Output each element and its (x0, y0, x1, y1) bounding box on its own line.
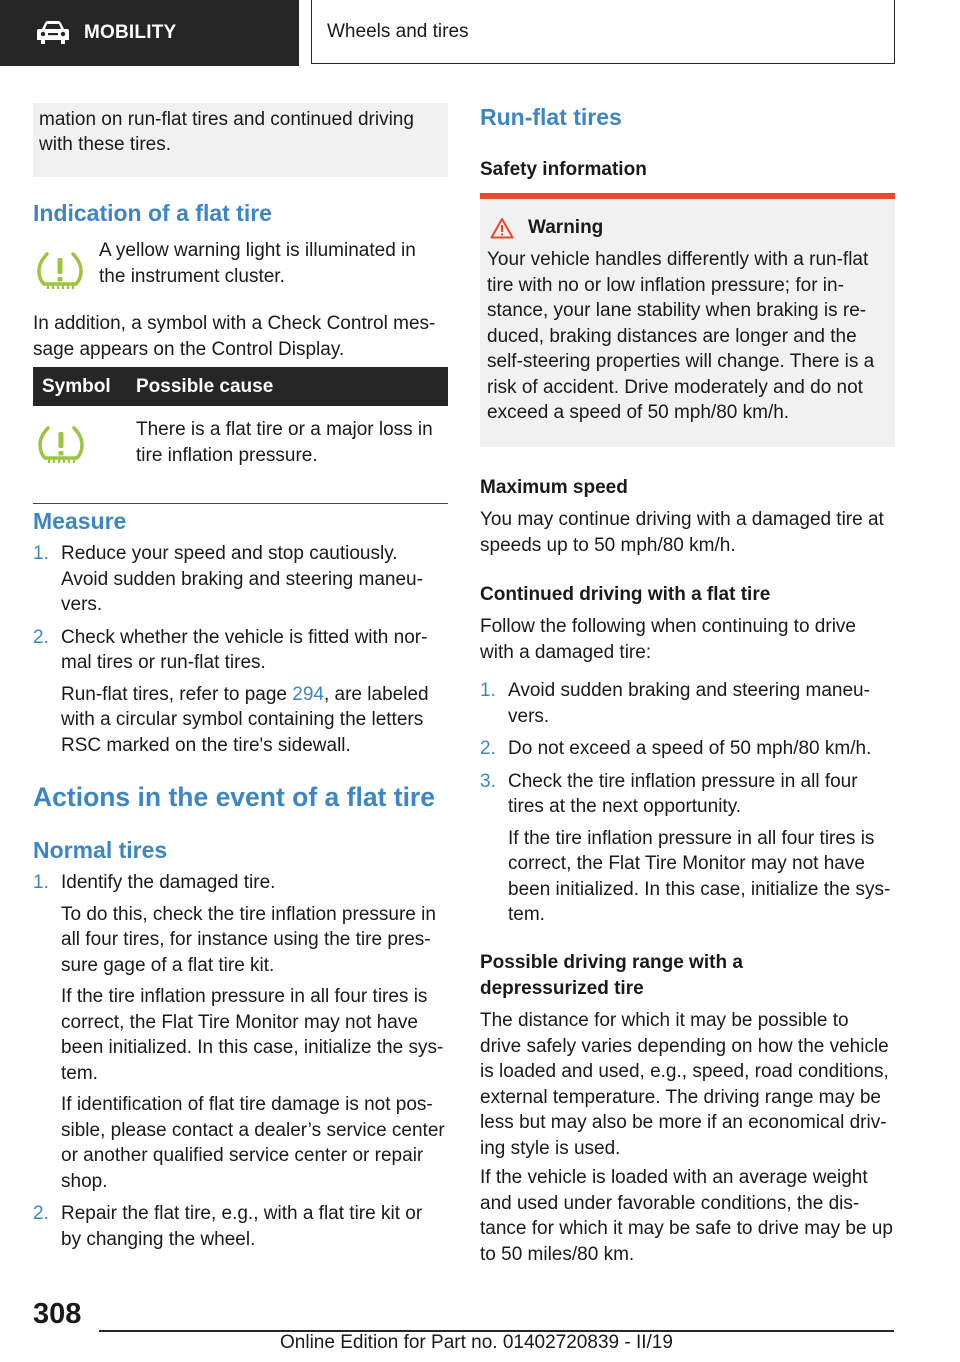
section-tab (0, 0, 299, 66)
measure-list (33, 541, 443, 765)
normal-tires-list (33, 870, 445, 1259)
symbol-cell (33, 406, 136, 499)
tire-pressure-warning-icon (37, 250, 83, 290)
step-text: Identify the damaged tire. (61, 872, 276, 893)
continued-driving-text: Follow the following when continuing to drive with a damaged tire: (480, 616, 856, 663)
warning-triangle-icon (490, 217, 514, 239)
max-speed-heading: Maximum speed (480, 477, 628, 498)
step-subtext: If the tire inflation pressure in all four tires is correct, the Flat Tire Monitor may not have been initialized. In this case, initialize the sys-tem. (61, 986, 444, 1084)
car-icon (36, 20, 70, 46)
table-row (33, 406, 448, 499)
step-number: 3. (480, 770, 496, 792)
subtext-start: Run-flat tires, refer to page (61, 683, 293, 705)
list-item (33, 541, 443, 618)
page-number: 308 (33, 1298, 82, 1330)
chapter-title: Wheels and tires (327, 20, 469, 42)
step-text: Reduce your speed and stop cautiously. Avoid sudden braking and steering maneu-vers. (61, 543, 423, 615)
indication-text-2: In addition, a symbol with a Check Control mes-sage appears on the Control Display. (33, 313, 436, 360)
list-item (33, 625, 443, 759)
step-number: 2. (33, 626, 49, 648)
note-text: mation on run-flat tires and continued driving with these tires. (39, 109, 414, 155)
edition-text: Online Edition for Part no. 01402720839 - II/19 (280, 1332, 673, 1353)
warning-title: Warning (528, 217, 604, 238)
step-number: 1. (480, 680, 496, 701)
symbol-table (33, 367, 448, 504)
cause-cell: There is a flat tire or a major loss in tire inflation pressure. (136, 419, 433, 466)
step-number: 2. (480, 738, 496, 759)
step-text: Do not exceed a speed of 50 mph/80 km/h. (508, 738, 872, 759)
list-item (33, 870, 445, 1194)
page-link-294[interactable]: 294 (292, 683, 324, 705)
subtext-end: , are labeled with a circular symbol containing the letters RSC marked on the tire's sidewall. (61, 683, 429, 756)
continued-note (33, 103, 448, 177)
tire-pressure-warning-icon (38, 424, 84, 464)
measure-heading: Measure (33, 508, 127, 534)
step-number: 1. (33, 543, 49, 564)
list-item (480, 769, 892, 928)
table-divider (33, 503, 448, 504)
step-subtext (61, 682, 443, 759)
step-text: Check the tire inflation pressure in all four tires at the next opportunity. (508, 770, 858, 817)
continued-driving-list (480, 678, 892, 935)
list-item (480, 736, 892, 762)
list-item (480, 678, 892, 729)
chapter-tab (311, 0, 895, 64)
step-text: Repair the flat tire, e.g., with a flat tire kit or by changing the wheel. (61, 1203, 423, 1250)
indication-text: A yellow warning light is illuminated in the instrument cluster. (99, 240, 416, 287)
driving-range-text-2: If the vehicle is loaded with an average weight and used under favorable conditions, the dis-tance for which it may be safe to drive may be up to 50 miles/80 km. (480, 1167, 893, 1265)
safety-heading: Safety information (480, 159, 647, 180)
step-number: 1. (33, 872, 49, 893)
step-text: Avoid sudden braking and steering maneu-vers. (508, 680, 870, 727)
run-flat-heading: Run-flat tires (480, 104, 622, 130)
continued-driving-heading: Continued driving with a flat tire (480, 584, 771, 605)
max-speed-text: You may continue driving with a damaged tire at speeds up to 50 mph/80 km/h. (480, 509, 884, 556)
driving-range-heading: Possible driving range with a depressurized tire (480, 952, 743, 999)
actions-heading: Actions in the event of a flat tire (33, 782, 435, 812)
list-item (33, 1201, 445, 1252)
step-subtext: To do this, check the tire inflation pressure in all four tires, for instance using the tire pres-sure gage of a flat tire kit. (61, 903, 436, 976)
page-header (0, 0, 960, 66)
normal-tires-heading: Normal tires (33, 837, 168, 863)
driving-range-text-1: The distance for which it may be possible to drive safely varies depending on how the vehicle is loaded and used, e.g., speed, road conditions, external temperature. The driving range may be less but may also be more if an economical driv-ing style is used. (480, 1010, 889, 1159)
step-number: 2. (33, 1203, 49, 1224)
step-subtext: If the tire inflation pressure in all four tires is correct, the Flat Tire Monitor may not have been initialized. In this case, initialize the sys-tem. (508, 827, 891, 925)
step-text: Check whether the vehicle is fitted with nor-mal tires or run-flat tires. (61, 626, 428, 673)
section-title: MOBILITY (84, 22, 177, 43)
table-header-row (33, 367, 448, 406)
warning-text: Your vehicle handles differently with a run-flat tire with no or low inflation pressure; for in-stance, your lane stability when braking is re-duced, braking distances are longer and the self-steering properties will change. There is a risk of accident. Drive moderately and do not exceed a speed of 50 mph/80 km/h. (487, 249, 875, 423)
indication-heading: Indication of a flat tire (33, 200, 272, 226)
column-header-cause: Possible cause (136, 367, 448, 406)
warning-box (480, 193, 895, 447)
step-subtext: If identification of flat tire damage is not pos-sible, please contact a dealer’s service center or another qualified service center or repair shop. (61, 1094, 445, 1192)
warning-title-row (487, 217, 888, 239)
column-header-symbol: Symbol (33, 367, 136, 406)
